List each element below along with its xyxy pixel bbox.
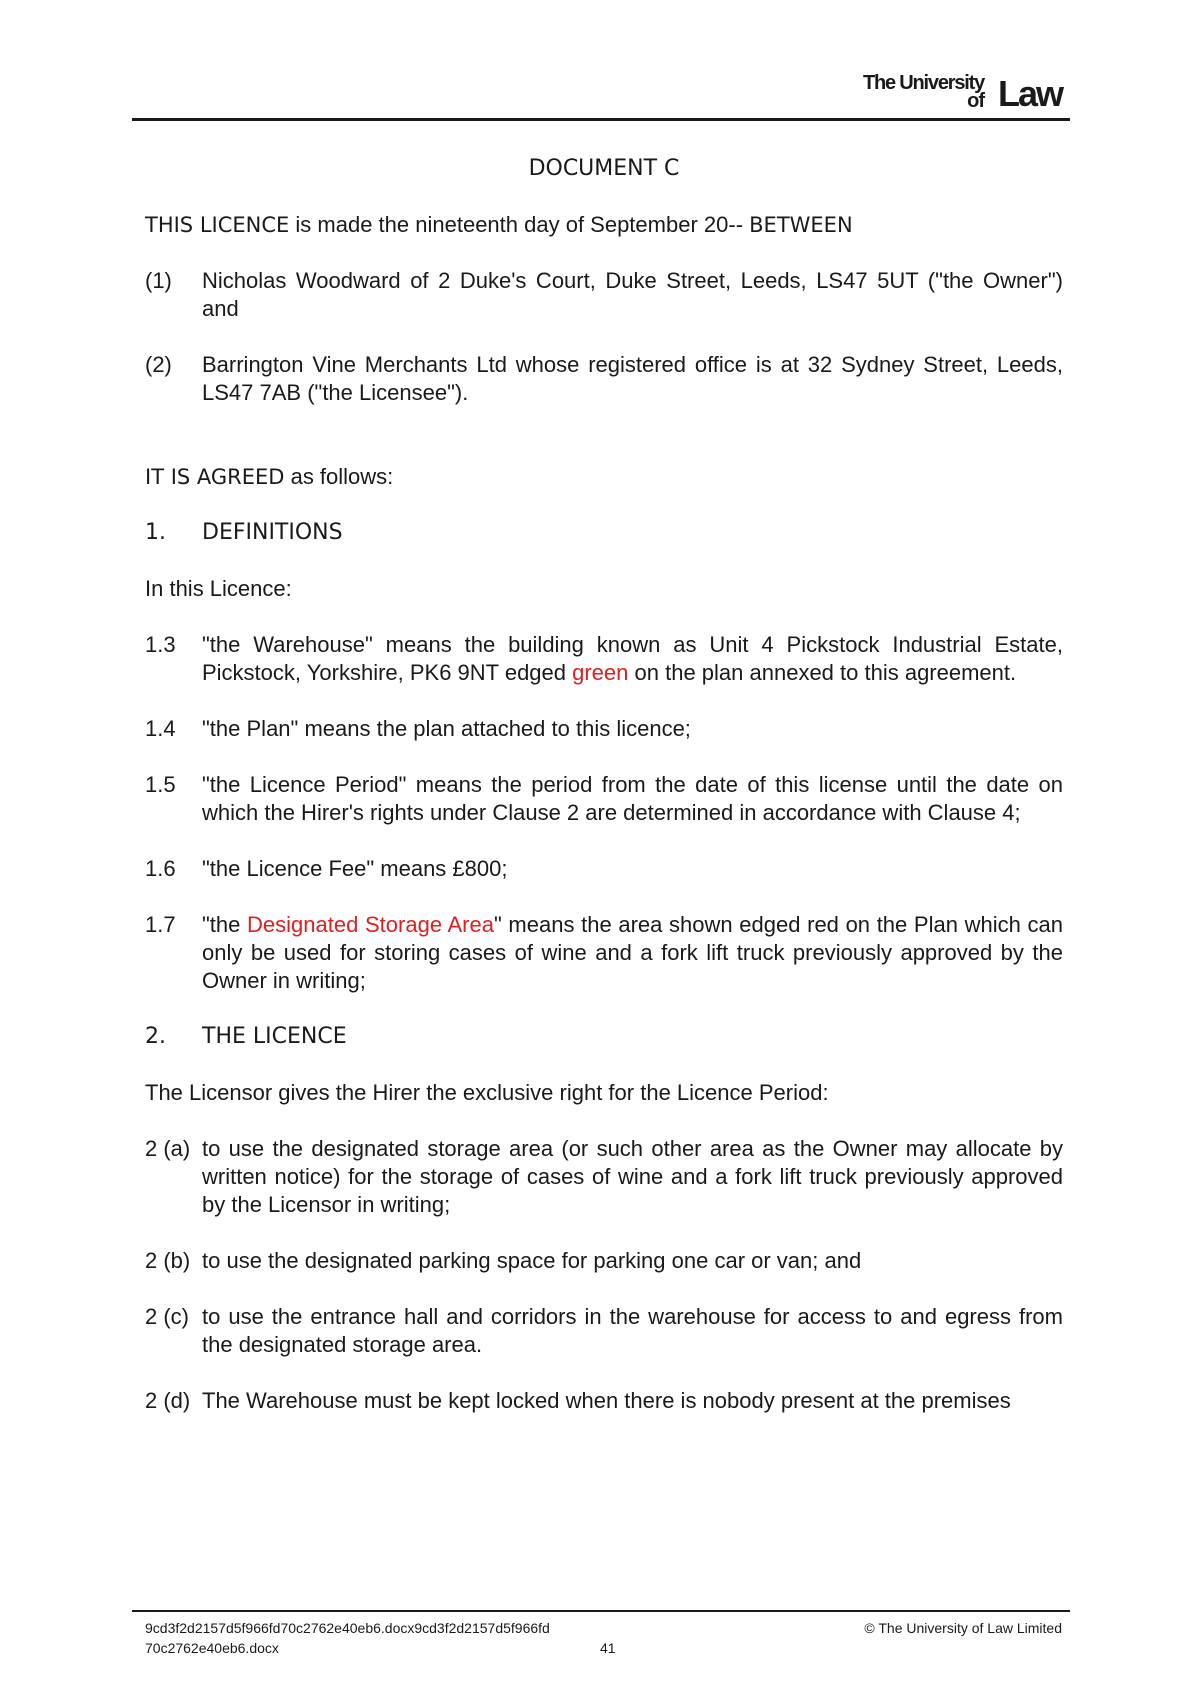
right-number: 2 (b) xyxy=(145,1248,191,1273)
footer-rule xyxy=(132,1610,1070,1612)
definition-number: 1.4 xyxy=(145,716,176,741)
document-title: DOCUMENT C xyxy=(528,156,680,181)
definition-text-after: " means the area shown edged red on the Plan which can only be used for storing cases of wine and a fork lift truck previously approved by the Owner in writing; xyxy=(202,912,1063,993)
intro-between: BETWEEN xyxy=(749,213,853,237)
definition-item xyxy=(145,855,1063,883)
logo-line-3: Law xyxy=(997,73,1062,114)
footer-file-code xyxy=(145,1618,550,1658)
definition-text-before: "the Warehouse" means the building known as Unit 4 Pickstock Industrial Estate, Pickstock, Yorkshire, PK6 9NT edged xyxy=(202,632,1063,685)
section-title: THE LICENCE xyxy=(202,1024,347,1049)
definition-text-after: on the plan annexed to this agreement. xyxy=(628,660,1017,685)
right-text: to use the designated parking space for parking one car or van; and xyxy=(202,1248,862,1273)
right-number: 2 (a) xyxy=(145,1136,191,1161)
definition-text xyxy=(202,631,1063,687)
right-item xyxy=(145,1135,1063,1219)
party-number: (1) xyxy=(145,268,172,293)
definition-text: "the Licence Fee" means £800; xyxy=(202,856,508,881)
university-of-law-logo xyxy=(852,72,1062,112)
footer-copyright: © The University of Law Limited xyxy=(864,1620,1062,1636)
right-item xyxy=(145,1387,1063,1415)
licensor-gives: The Licensor gives the Hirer the exclusive right for the Licence Period: xyxy=(145,1080,829,1105)
section-heading-licence xyxy=(145,1023,1063,1051)
party-item xyxy=(145,351,1063,407)
logo-line-2: of xyxy=(967,90,984,112)
right-item xyxy=(145,1247,1063,1275)
definition-number: 1.3 xyxy=(145,632,176,657)
definition-text: "the Plan" means the plan attached to this licence; xyxy=(202,716,691,741)
right-text: The Warehouse must be kept locked when there is nobody present at the premises xyxy=(202,1388,1011,1413)
footer-code-line-1: 9cd3f2d2157d5f966fd70c2762e40eb6.docx9cd3f2d2157d5f966fd xyxy=(145,1620,550,1636)
definition-number: 1.7 xyxy=(145,912,176,937)
definition-number: 1.6 xyxy=(145,856,176,881)
footer-code-line-2: 70c2762e40eb6.docx xyxy=(145,1640,279,1656)
in-this-licence: In this Licence: xyxy=(145,576,292,601)
party-item xyxy=(145,267,1063,323)
intro-strong: THIS LICENCE xyxy=(145,213,290,237)
definition-highlight: green xyxy=(572,660,629,685)
definition-item xyxy=(145,631,1063,687)
section-title: DEFINITIONS xyxy=(202,520,343,545)
intro-paragraph xyxy=(145,211,1063,239)
definition-text: "the Licence Period" means the period from the date of this license until the date on which the Hirer's rights under Clause 2 are determined in accordance with Clause 4; xyxy=(202,772,1063,825)
header-rule xyxy=(132,118,1070,121)
definition-item xyxy=(145,771,1063,827)
party-text: Nicholas Woodward of 2 Duke's Court, Duke Street, Leeds, LS47 5UT ("the Owner") and xyxy=(202,268,1063,321)
intro-text: is made the nineteenth day of September 20-- xyxy=(289,212,750,237)
definition-text-before: "the xyxy=(202,912,248,937)
right-number: 2 (c) xyxy=(145,1304,189,1329)
agreed-text: as follows: xyxy=(284,464,394,489)
section-heading-definitions xyxy=(145,519,1063,547)
party-text: Barrington Vine Merchants Ltd whose registered office is at 32 Sydney Street, Leeds, LS47 7AB ("the Licensee"). xyxy=(202,352,1063,405)
definition-highlight: Designated Storage Area xyxy=(247,912,494,937)
right-text: to use the designated storage area (or such other area as the Owner may allocate by written notice) for the storage of cases of wine and a fork lift truck previously approved by the Licensor in writing; xyxy=(202,1136,1063,1217)
page-number: 41 xyxy=(600,1640,616,1656)
definition-item xyxy=(145,715,1063,743)
definition-item xyxy=(145,911,1063,995)
right-text: to use the entrance hall and corridors in the warehouse for access to and egress from the designated storage area. xyxy=(202,1304,1063,1357)
right-item xyxy=(145,1303,1063,1359)
agreed-paragraph xyxy=(145,463,1063,491)
logo-line-1: The University xyxy=(862,72,984,94)
definition-number: 1.5 xyxy=(145,772,176,797)
spacer xyxy=(145,435,1063,463)
section-number: 1. xyxy=(145,520,166,545)
section-number: 2. xyxy=(145,1024,166,1049)
agreed-strong: IT IS AGREED xyxy=(145,465,285,489)
definition-text xyxy=(202,911,1063,995)
right-number: 2 (d) xyxy=(145,1388,191,1413)
document-body xyxy=(145,155,1063,1443)
party-number: (2) xyxy=(145,352,172,377)
